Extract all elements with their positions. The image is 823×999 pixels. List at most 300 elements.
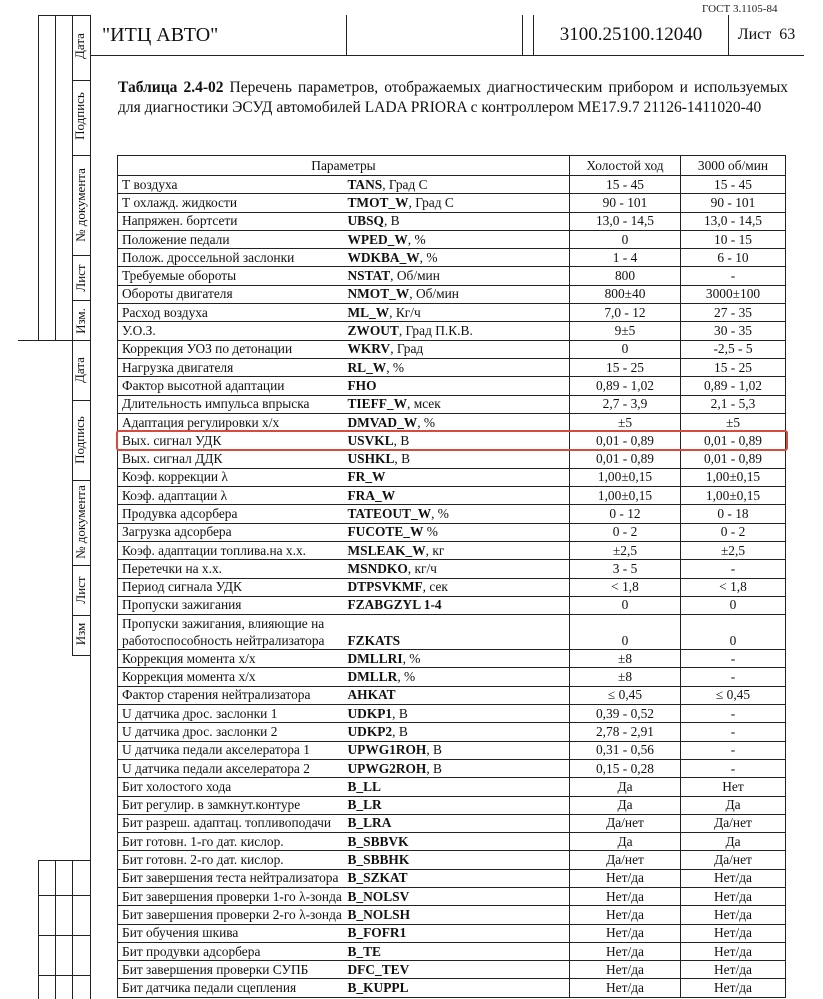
table-row bbox=[118, 212, 786, 230]
param-unit: , В bbox=[426, 760, 442, 776]
header-blank-cell bbox=[347, 15, 523, 55]
param-name: Полож. дроссельной заслонки bbox=[118, 249, 344, 267]
caption-title: Таблица 2.4-02 bbox=[118, 79, 224, 96]
param-code bbox=[344, 395, 570, 413]
param-code-text: TMOT_W bbox=[347, 194, 409, 210]
table-row bbox=[118, 650, 786, 668]
param-code bbox=[344, 267, 570, 285]
param-code-text: MSNDKO bbox=[347, 560, 408, 576]
table-row bbox=[118, 523, 786, 541]
rpm3000-value: 1,00±0,15 bbox=[681, 487, 786, 505]
header-parameters: Параметры bbox=[118, 156, 570, 176]
param-name: Вых. сигнал ДДК bbox=[118, 450, 344, 468]
rpm3000-value: 15 - 45 bbox=[681, 176, 786, 194]
param-name: Загрузка адсорбера bbox=[118, 523, 344, 541]
header-3000: 3000 об/мин bbox=[681, 156, 786, 176]
param-unit: , В bbox=[426, 742, 442, 758]
doc-number: 3100.25100.12040 bbox=[533, 15, 729, 55]
idle-value: 0 bbox=[570, 615, 681, 650]
table-row bbox=[118, 778, 786, 796]
idle-value: 15 - 45 bbox=[570, 176, 681, 194]
idle-value: 800 bbox=[570, 267, 681, 285]
table-row bbox=[118, 340, 786, 358]
param-code-text: FUCOTE_W bbox=[347, 524, 424, 540]
rpm3000-value: - bbox=[681, 560, 786, 578]
idle-value: 3 - 5 bbox=[570, 560, 681, 578]
rpm3000-value: 10 - 15 bbox=[681, 230, 786, 248]
param-code-text: RL_W bbox=[347, 359, 387, 375]
param-name: Период сигнала УДК bbox=[118, 578, 344, 596]
table-row bbox=[118, 796, 786, 814]
param-code bbox=[344, 432, 570, 450]
rpm3000-value: - bbox=[681, 668, 786, 686]
param-code bbox=[344, 505, 570, 523]
param-code-text: DMLLRI bbox=[347, 650, 403, 666]
table-row bbox=[118, 304, 786, 322]
param-name: Бит регулир. в замкнут.контуре bbox=[118, 796, 344, 814]
param-name: Нагрузка двигателя bbox=[118, 358, 344, 376]
param-code-text: B_NOLSV bbox=[347, 888, 410, 904]
table-row bbox=[118, 176, 786, 194]
rpm3000-value: -2,5 - 5 bbox=[681, 340, 786, 358]
param-name: Бит холостого хода bbox=[118, 778, 344, 796]
param-unit: , % bbox=[417, 414, 436, 430]
table-row bbox=[118, 705, 786, 723]
param-unit: , В bbox=[392, 705, 408, 721]
rpm3000-value: - bbox=[681, 741, 786, 759]
param-unit: , В bbox=[383, 213, 400, 229]
param-name: Фактор старения нейтрализатора bbox=[118, 686, 344, 704]
param-name: Бит готовн. 2-го дат. кислор. bbox=[118, 851, 344, 869]
table-row bbox=[118, 596, 786, 614]
param-unit: , мсек bbox=[407, 396, 441, 412]
rpm3000-value: Нет/да bbox=[681, 869, 786, 887]
idle-value: < 1,8 bbox=[570, 578, 681, 596]
rpm3000-value: 0 - 18 bbox=[681, 505, 786, 523]
rpm3000-value: 0 bbox=[681, 596, 786, 614]
param-name: Длительность импульса впрыска bbox=[118, 395, 344, 413]
param-code-text: UPWG2ROH bbox=[347, 760, 427, 776]
org-name: "ИТЦ АВТО" bbox=[91, 15, 347, 55]
param-code-text: WPED_W bbox=[347, 231, 408, 247]
rpm3000-value: Нет/да bbox=[681, 942, 786, 960]
idle-value: 0 bbox=[570, 596, 681, 614]
param-code-text: FRA_W bbox=[347, 487, 396, 503]
param-code bbox=[344, 249, 570, 267]
param-code bbox=[344, 814, 570, 832]
param-code bbox=[344, 468, 570, 486]
param-name: Коррекция момента х/х bbox=[118, 668, 344, 686]
param-name: Т воздуха bbox=[118, 176, 344, 194]
param-code-text: NMOT_W bbox=[347, 286, 410, 302]
param-code-text: ML_W bbox=[347, 304, 390, 320]
table-row bbox=[118, 230, 786, 248]
param-name: Коэф. коррекции λ bbox=[118, 468, 344, 486]
idle-value: 15 - 25 bbox=[570, 358, 681, 376]
param-unit: , Град С bbox=[408, 194, 454, 210]
param-code bbox=[344, 796, 570, 814]
param-code-text: TIEFF_W bbox=[347, 396, 408, 412]
rpm3000-value: - bbox=[681, 650, 786, 668]
param-code bbox=[344, 212, 570, 230]
rpm3000-value: 1,00±0,15 bbox=[681, 468, 786, 486]
param-code bbox=[344, 615, 570, 650]
param-name: Бит обучения шкива bbox=[118, 924, 344, 942]
table-row bbox=[118, 723, 786, 741]
param-unit: , % bbox=[386, 359, 405, 375]
idle-value: 0,39 - 0,52 bbox=[570, 705, 681, 723]
param-unit: , % bbox=[431, 505, 449, 521]
param-name: U датчика педали акселератора 2 bbox=[118, 759, 344, 777]
idle-value: 0,89 - 1,02 bbox=[570, 377, 681, 395]
rpm3000-value: < 1,8 bbox=[681, 578, 786, 596]
param-name: У.О.З. bbox=[118, 322, 344, 340]
rpm3000-value: Нет/да bbox=[681, 961, 786, 979]
document-header bbox=[90, 15, 804, 56]
idle-value: 800±40 bbox=[570, 285, 681, 303]
table-row bbox=[118, 887, 786, 905]
param-unit: , кг/ч bbox=[407, 560, 437, 576]
param-name: Бит разреш. адаптац. топливоподачи bbox=[118, 814, 344, 832]
param-code-text: B_FOFR1 bbox=[347, 925, 407, 941]
table-row bbox=[118, 413, 786, 431]
rpm3000-value: 27 - 35 bbox=[681, 304, 786, 322]
table-row bbox=[118, 395, 786, 413]
idle-value: Да/нет bbox=[570, 814, 681, 832]
rpm3000-value: 0 bbox=[681, 615, 786, 650]
param-name: Бит завершения проверки 1-го λ-зонда bbox=[118, 887, 344, 905]
idle-value: 9±5 bbox=[570, 322, 681, 340]
rpm3000-value: 2,1 - 5,3 bbox=[681, 395, 786, 413]
table-row bbox=[118, 906, 786, 924]
table-row bbox=[118, 686, 786, 704]
idle-value: ≤ 0,45 bbox=[570, 686, 681, 704]
idle-value: 0,01 - 0,89 bbox=[570, 432, 681, 450]
idle-value: Да bbox=[570, 796, 681, 814]
param-name: Пропуски зажигания bbox=[118, 596, 344, 614]
param-code-text: DTPSVKMF bbox=[347, 579, 423, 595]
param-code bbox=[344, 578, 570, 596]
param-code-text: DFC_TEV bbox=[347, 961, 410, 977]
rpm3000-value: Нет/да bbox=[681, 887, 786, 905]
param-code-text: B_NOLSH bbox=[347, 906, 411, 922]
param-code-text: DMVAD_W bbox=[347, 414, 418, 430]
rpm3000-value: Да/нет bbox=[681, 814, 786, 832]
table-row bbox=[118, 615, 786, 650]
param-code-text: B_SBBVK bbox=[347, 833, 409, 849]
rpm3000-value: - bbox=[681, 759, 786, 777]
table-row bbox=[118, 961, 786, 979]
param-code bbox=[344, 194, 570, 212]
rpm3000-value: Нет/да bbox=[681, 924, 786, 942]
param-code bbox=[344, 833, 570, 851]
table-row bbox=[118, 668, 786, 686]
param-code bbox=[344, 778, 570, 796]
header-idle: Холостой ход bbox=[570, 156, 681, 176]
table-caption bbox=[118, 78, 788, 118]
table-row bbox=[118, 869, 786, 887]
idle-value: 1,00±0,15 bbox=[570, 487, 681, 505]
param-code-text: B_TE bbox=[347, 943, 381, 959]
idle-value: Да bbox=[570, 833, 681, 851]
param-code-text: UDKP2 bbox=[347, 723, 393, 739]
param-name: Положение педали bbox=[118, 230, 344, 248]
param-name: Т охлажд. жидкости bbox=[118, 194, 344, 212]
rpm3000-value: ±2,5 bbox=[681, 541, 786, 559]
param-code bbox=[344, 924, 570, 942]
idle-value: 0,01 - 0,89 bbox=[570, 450, 681, 468]
param-code-text: USVKL bbox=[347, 432, 394, 448]
param-name: Адаптация регулировки х/х bbox=[118, 413, 344, 431]
param-name: U датчика дрос. заслонки 1 bbox=[118, 705, 344, 723]
idle-value: 0 - 12 bbox=[570, 505, 681, 523]
rpm3000-value: ±5 bbox=[681, 413, 786, 431]
rpm3000-value: Да/нет bbox=[681, 851, 786, 869]
param-unit: , сек bbox=[422, 579, 448, 595]
table-row bbox=[118, 560, 786, 578]
param-code bbox=[344, 759, 570, 777]
idle-value: ±8 bbox=[570, 668, 681, 686]
param-code bbox=[344, 487, 570, 505]
rpm3000-value: 0,01 - 0,89 bbox=[681, 450, 786, 468]
param-code bbox=[344, 668, 570, 686]
param-code bbox=[344, 906, 570, 924]
param-code bbox=[344, 358, 570, 376]
table-row bbox=[118, 541, 786, 559]
param-code bbox=[344, 285, 570, 303]
rpm3000-value: 90 - 101 bbox=[681, 194, 786, 212]
table-row bbox=[118, 505, 786, 523]
rpm3000-value: Нет bbox=[681, 778, 786, 796]
param-unit: , В bbox=[394, 451, 411, 467]
table-row bbox=[118, 924, 786, 942]
param-name: Напряжен. бортсети bbox=[118, 212, 344, 230]
param-code-text: B_LR bbox=[347, 797, 382, 813]
param-name: Продувка адсорбера bbox=[118, 505, 344, 523]
idle-value: Нет/да bbox=[570, 942, 681, 960]
stamp-label-sheet-2: Лист bbox=[73, 576, 88, 604]
param-code-text: FHO bbox=[347, 377, 377, 393]
param-name: Бит завершения теста нейтрализатора bbox=[118, 869, 344, 887]
idle-value: 2,78 - 2,91 bbox=[570, 723, 681, 741]
param-unit: , Об/мин bbox=[390, 268, 440, 284]
param-name: Пропуски зажигания, влияющие на работоспособность нейтрализатора bbox=[118, 615, 344, 650]
param-code-text: FR_W bbox=[347, 469, 386, 485]
idle-value: 0,15 - 0,28 bbox=[570, 759, 681, 777]
table-row bbox=[118, 833, 786, 851]
param-name: Коэф. адаптации топлива.на х.х. bbox=[118, 541, 344, 559]
rpm3000-value: ≤ 0,45 bbox=[681, 686, 786, 704]
param-unit: , Град С bbox=[382, 176, 428, 192]
table-body bbox=[118, 176, 786, 998]
stamp-label-date: Дата bbox=[72, 33, 87, 59]
table-row bbox=[118, 942, 786, 960]
param-code bbox=[344, 413, 570, 431]
stamp-label-doc-number-2: № документа bbox=[73, 485, 88, 559]
table-row bbox=[118, 759, 786, 777]
param-unit: , Кг/ч bbox=[389, 304, 421, 320]
param-code-text: MSLEAK_W bbox=[347, 542, 426, 558]
table-row bbox=[118, 249, 786, 267]
table-row bbox=[118, 322, 786, 340]
param-code-text: FZABGZYL 1-4 bbox=[347, 597, 442, 613]
table-row bbox=[118, 578, 786, 596]
param-unit: , Град bbox=[390, 341, 424, 357]
param-code bbox=[344, 304, 570, 322]
rpm3000-value: 0 - 2 bbox=[681, 523, 786, 541]
param-code-text: AHKAT bbox=[347, 687, 396, 703]
param-code-text: B_LRA bbox=[347, 815, 392, 831]
idle-value: 0,31 - 0,56 bbox=[570, 741, 681, 759]
idle-value: ±5 bbox=[570, 413, 681, 431]
table-row bbox=[118, 285, 786, 303]
param-name: Коррекция момента х/х bbox=[118, 650, 344, 668]
param-code bbox=[344, 961, 570, 979]
param-code bbox=[344, 741, 570, 759]
param-code-text: NSTAT bbox=[347, 268, 391, 284]
idle-value: 90 - 101 bbox=[570, 194, 681, 212]
idle-value: 0 bbox=[570, 340, 681, 358]
param-unit: , кг bbox=[425, 542, 445, 558]
idle-value: Да bbox=[570, 778, 681, 796]
sheet-box bbox=[729, 15, 804, 55]
param-name: U датчика педали акселератора 1 bbox=[118, 741, 344, 759]
idle-value: Нет/да bbox=[570, 906, 681, 924]
param-name: Бит продувки адсорбера bbox=[118, 942, 344, 960]
param-name: Обороты двигателя bbox=[118, 285, 344, 303]
param-name: Вых. сигнал УДК bbox=[118, 432, 344, 450]
sheet-label: Лист bbox=[737, 26, 772, 43]
idle-value: 1,00±0,15 bbox=[570, 468, 681, 486]
rpm3000-value: Нет/да bbox=[681, 979, 786, 997]
rpm3000-value: 0,89 - 1,02 bbox=[681, 377, 786, 395]
sheet-number: 63 bbox=[779, 26, 796, 43]
idle-value: Нет/да bbox=[570, 924, 681, 942]
idle-value: Да/нет bbox=[570, 851, 681, 869]
param-code bbox=[344, 979, 570, 997]
stamp-label-signature-2: Подпись bbox=[72, 416, 87, 464]
param-unit: , % bbox=[402, 650, 421, 666]
rpm3000-value: 30 - 35 bbox=[681, 322, 786, 340]
param-code-text: UBSQ bbox=[347, 213, 384, 229]
param-code-text: UDKP1 bbox=[347, 705, 393, 721]
param-code bbox=[344, 541, 570, 559]
param-code bbox=[344, 176, 570, 194]
table-row bbox=[118, 432, 786, 450]
table-row bbox=[118, 851, 786, 869]
idle-value: Нет/да bbox=[570, 887, 681, 905]
param-code bbox=[344, 450, 570, 468]
stamp-label-doc-number: № документа bbox=[73, 168, 88, 242]
param-name: Перетечки на х.х. bbox=[118, 560, 344, 578]
table-row bbox=[118, 814, 786, 832]
param-unit: % bbox=[423, 524, 438, 540]
param-code bbox=[344, 887, 570, 905]
stamp-label-date-2: Дата bbox=[72, 357, 87, 383]
param-code-text: WKRV bbox=[347, 341, 391, 357]
table-row bbox=[118, 468, 786, 486]
idle-value: 13,0 - 14,5 bbox=[570, 212, 681, 230]
idle-value: 0 - 2 bbox=[570, 523, 681, 541]
param-name: Коррекция УОЗ по детонации bbox=[118, 340, 344, 358]
rpm3000-value: - bbox=[681, 705, 786, 723]
param-code bbox=[344, 523, 570, 541]
param-code bbox=[344, 377, 570, 395]
param-unit: , Град П.К.В. bbox=[398, 323, 473, 339]
param-unit: , % bbox=[419, 249, 438, 265]
param-code bbox=[344, 705, 570, 723]
table-row bbox=[118, 450, 786, 468]
idle-value: Нет/да bbox=[570, 961, 681, 979]
param-unit: , Об/мин bbox=[409, 286, 459, 302]
stamp-label-change: Изм. bbox=[73, 308, 88, 334]
param-name: Коэф. адаптации λ bbox=[118, 487, 344, 505]
param-code bbox=[344, 869, 570, 887]
param-name: Бит датчика педали сцепления bbox=[118, 979, 344, 997]
gost-mark: ГОСТ 3.1105-84 bbox=[702, 3, 778, 15]
param-code bbox=[344, 560, 570, 578]
param-code-text: USHKL bbox=[347, 451, 395, 467]
param-unit: , В bbox=[393, 432, 410, 448]
table-row bbox=[118, 979, 786, 997]
param-name: Бит завершения проверки 2-го λ-зонда bbox=[118, 906, 344, 924]
param-code-text: DMLLR bbox=[347, 669, 398, 685]
rpm3000-value: 0,01 - 0,89 bbox=[681, 432, 786, 450]
idle-value: 0 bbox=[570, 230, 681, 248]
caption-text: Перечень параметров, отображаемых диагностическим прибором и используемых для диагностики ЭСУД автомобилей LADA PRIORA с контроллером ME17.9.7 21126-1411020-40 bbox=[118, 79, 788, 116]
stamp-label-sheet: Лист bbox=[73, 264, 88, 292]
param-code bbox=[344, 596, 570, 614]
param-code bbox=[344, 686, 570, 704]
table-row bbox=[118, 487, 786, 505]
param-code-text: TANS bbox=[347, 176, 383, 192]
param-name: Фактор высотной адаптации bbox=[118, 377, 344, 395]
param-name: Бит готовн. 1-го дат. кислор. bbox=[118, 833, 344, 851]
param-unit: , % bbox=[397, 669, 416, 685]
idle-value: ±8 bbox=[570, 650, 681, 668]
param-code bbox=[344, 230, 570, 248]
rpm3000-value: - bbox=[681, 267, 786, 285]
idle-value: 2,7 - 3,9 bbox=[570, 395, 681, 413]
idle-value: 1 - 4 bbox=[570, 249, 681, 267]
param-name: U датчика дрос. заслонки 2 bbox=[118, 723, 344, 741]
rpm3000-value: Да bbox=[681, 833, 786, 851]
stamp-label-signature: Подпись bbox=[72, 92, 87, 140]
table-row bbox=[118, 377, 786, 395]
param-code bbox=[344, 851, 570, 869]
rpm3000-value: - bbox=[681, 723, 786, 741]
rpm3000-value: 15 - 25 bbox=[681, 358, 786, 376]
param-code bbox=[344, 942, 570, 960]
idle-value: Нет/да bbox=[570, 869, 681, 887]
param-name: Требуемые обороты bbox=[118, 267, 344, 285]
table-row bbox=[118, 741, 786, 759]
rpm3000-value: 3000±100 bbox=[681, 285, 786, 303]
param-name: Расход воздуха bbox=[118, 304, 344, 322]
idle-value: 7,0 - 12 bbox=[570, 304, 681, 322]
param-unit: , В bbox=[392, 723, 408, 739]
param-code-text: UPWG1ROH bbox=[347, 742, 427, 758]
parameters-table bbox=[117, 155, 786, 998]
param-code-text: B_LL bbox=[347, 778, 381, 794]
param-code-text: ZWOUT bbox=[347, 323, 399, 339]
idle-value: Нет/да bbox=[570, 979, 681, 997]
rpm3000-value: 13,0 - 14,5 bbox=[681, 212, 786, 230]
param-code-text: B_SBBHK bbox=[347, 852, 410, 868]
param-code bbox=[344, 322, 570, 340]
param-code-text: B_KUPPL bbox=[347, 980, 409, 996]
param-code-text: TATEOUT_W bbox=[347, 505, 432, 521]
